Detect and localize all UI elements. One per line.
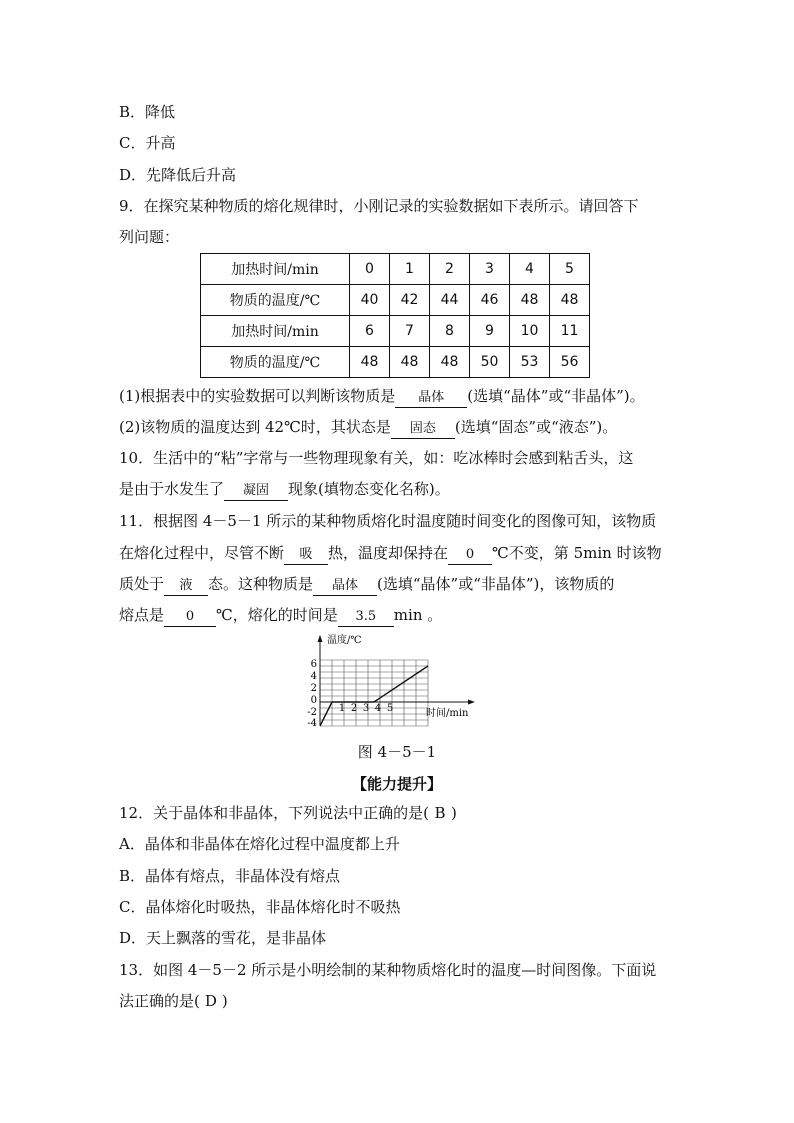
table-cell: 10 <box>510 316 550 347</box>
y-tick-labels <box>307 659 317 729</box>
table-cell: 56 <box>550 347 590 378</box>
q11-answer-1: 吸 <box>299 547 313 562</box>
x-tick-labels <box>339 703 393 714</box>
x-axis-label: 时间/min <box>426 708 469 719</box>
table-cell: 44 <box>430 285 470 316</box>
q9-sub1-hint: (选填“晶体”或“非晶体”)。 <box>467 387 645 405</box>
table-cell: 2 <box>430 254 470 285</box>
q9-data-table <box>200 253 590 378</box>
table-cell: 1 <box>390 254 430 285</box>
q11-text: ℃不变，第 5min 时该物 <box>492 544 662 562</box>
q9-sub1 <box>119 386 645 408</box>
q13-text: 法正确的是( <box>119 992 200 1010</box>
option-d: D．先降低后升高 <box>119 166 237 184</box>
table-row-label: 加热时间/min <box>201 254 350 285</box>
q10-answer-blank <box>224 480 288 501</box>
q11-answer-blank-1 <box>284 544 328 565</box>
q13-line1: 13．如图 4－5－2 所示是小明绘制的某种物质熔化时的温度—时间图像。下面说 <box>119 961 657 979</box>
q12-text: 12．关于晶体和非晶体，下列说法中正确的是( <box>119 804 429 822</box>
q11-answer-blank-6 <box>338 606 394 627</box>
y-tick-label: 0 <box>310 695 317 706</box>
y-tick-label: 6 <box>310 659 317 670</box>
x-tick-label: 1 <box>338 703 346 714</box>
y-tick-label: 4 <box>310 671 317 682</box>
table-cell: 48 <box>430 347 470 378</box>
q10-answer: 凝固 <box>243 483 270 498</box>
q11-text: 质处于 <box>119 575 165 593</box>
table-cell: 46 <box>470 285 510 316</box>
q11-line2 <box>119 543 662 565</box>
q12-text-end: ) <box>450 804 457 822</box>
q11-text: 态。这种物质是 <box>208 575 314 593</box>
table-row-label: 物质的温度/℃ <box>201 347 350 378</box>
table-cell: 8 <box>430 316 470 347</box>
q11-answer-3: 液 <box>179 578 193 593</box>
temperature-time-graph <box>300 632 490 732</box>
q11-line3 <box>119 574 614 596</box>
q11-answer-2: 0 <box>465 547 475 562</box>
q12-option-c: C．晶体熔化时吸热，非晶体熔化时不吸热 <box>119 898 401 916</box>
table-cell: 48 <box>350 347 390 378</box>
table-cell: 50 <box>470 347 510 378</box>
q9-sub1-text: (1)根据表中的实验数据可以判断该物质是 <box>119 387 396 405</box>
table-row <box>201 254 590 285</box>
q9-sub2-answer-blank <box>391 418 455 439</box>
q11-answer-blank-4 <box>313 575 377 596</box>
y-tick-label: -4 <box>307 718 317 729</box>
x-tick-label: 3 <box>362 703 370 714</box>
q11-line1: 11．根据图 4－5－1 所示的某种物质熔化时温度随时间变化的图像可知，该物质 <box>119 512 657 530</box>
table-cell: 11 <box>550 316 590 347</box>
q9-sub2-answer: 固态 <box>409 421 436 436</box>
table-row-label: 加热时间/min <box>201 316 350 347</box>
table-cell: 9 <box>470 316 510 347</box>
x-tick-label: 4 <box>374 703 382 714</box>
y-tick-label: -2 <box>307 707 317 718</box>
table-cell: 4 <box>510 254 550 285</box>
q12-option-a: A．晶体和非晶体在熔化过程中温度都上升 <box>119 835 400 853</box>
option-c: C．升高 <box>119 134 176 152</box>
table-row <box>201 347 590 378</box>
table-row <box>201 285 590 316</box>
y-axis-label: 温度/℃ <box>327 635 362 646</box>
q11-text: (选填“晶体”或“非晶体”)，该物质的 <box>377 575 615 593</box>
table-cell: 40 <box>350 285 390 316</box>
q9-sub1-answer-blank <box>395 387 467 408</box>
table-row-label: 物质的温度/℃ <box>201 285 350 316</box>
q11-answer-blank-2 <box>448 544 492 565</box>
q11-text: min 。 <box>393 606 443 624</box>
table-cell: 42 <box>390 285 430 316</box>
q11-text: 热，温度却保持在 <box>328 544 449 562</box>
table-cell: 48 <box>550 285 590 316</box>
q11-text: 在熔化过程中，尽管不断 <box>119 544 285 562</box>
y-axis-arrow <box>318 635 323 642</box>
x-axis-arrow <box>468 700 475 705</box>
section-title: 【能力提升】 <box>351 775 442 793</box>
q9-sub2-hint: (选填“固态”或“液态”)。 <box>454 418 618 436</box>
q12-answer: B <box>434 804 446 822</box>
table-cell: 48 <box>510 285 550 316</box>
q9-sub2-text: (2)该物质的温度达到 42℃时，其状态是 <box>119 418 391 436</box>
q11-answer-blank-3 <box>164 575 208 596</box>
q10-line2 <box>119 479 450 501</box>
y-tick-label: 2 <box>310 683 317 694</box>
q9-stem-line2: 列问题： <box>119 228 180 246</box>
q11-line4 <box>119 605 442 627</box>
q10-hint: 现象(填物态变化名称)。 <box>288 480 450 498</box>
table-cell: 0 <box>350 254 390 285</box>
table-cell: 53 <box>510 347 550 378</box>
q11-answer-6: 3.5 <box>355 609 377 624</box>
q13-line2 <box>119 991 228 1011</box>
q11-answer-4: 晶体 <box>332 578 359 593</box>
x-tick-label: 2 <box>350 703 358 714</box>
q13-text-end: ) <box>221 992 228 1010</box>
q11-answer-blank-5 <box>164 606 216 627</box>
q11-text: 熔点是 <box>119 606 165 624</box>
figure-caption: 图 4－5－1 <box>357 743 437 761</box>
q13-answer: D <box>204 992 217 1010</box>
table-cell: 6 <box>350 316 390 347</box>
graph-grid <box>320 660 428 726</box>
table-cell: 5 <box>550 254 590 285</box>
q10-text: 是由于水发生了 <box>119 480 225 498</box>
option-b: B．降低 <box>119 103 176 121</box>
q9-sub2 <box>119 417 617 439</box>
q9-sub1-answer: 晶体 <box>418 390 445 405</box>
table-cell: 7 <box>390 316 430 347</box>
q12-stem <box>119 803 457 823</box>
q12-option-b: B．晶体有熔点，非晶体没有熔点 <box>119 867 341 885</box>
x-tick-label: 5 <box>386 703 394 714</box>
q11-text: ℃，熔化的时间是 <box>216 606 338 624</box>
q12-option-d: D．天上飘落的雪花，是非晶体 <box>119 929 327 947</box>
q9-stem-line1: 9．在探究某种物质的熔化规律时，小刚记录的实验数据如下表所示。请回答下 <box>119 197 639 215</box>
q11-answer-5: 0 <box>185 609 195 624</box>
table-row <box>201 316 590 347</box>
q10-line1: 10．生活中的“粘”字常与一些物理现象有关，如：吃冰棒时会感到粘舌头，这 <box>119 449 634 467</box>
table-cell: 48 <box>390 347 430 378</box>
table-cell: 3 <box>470 254 510 285</box>
